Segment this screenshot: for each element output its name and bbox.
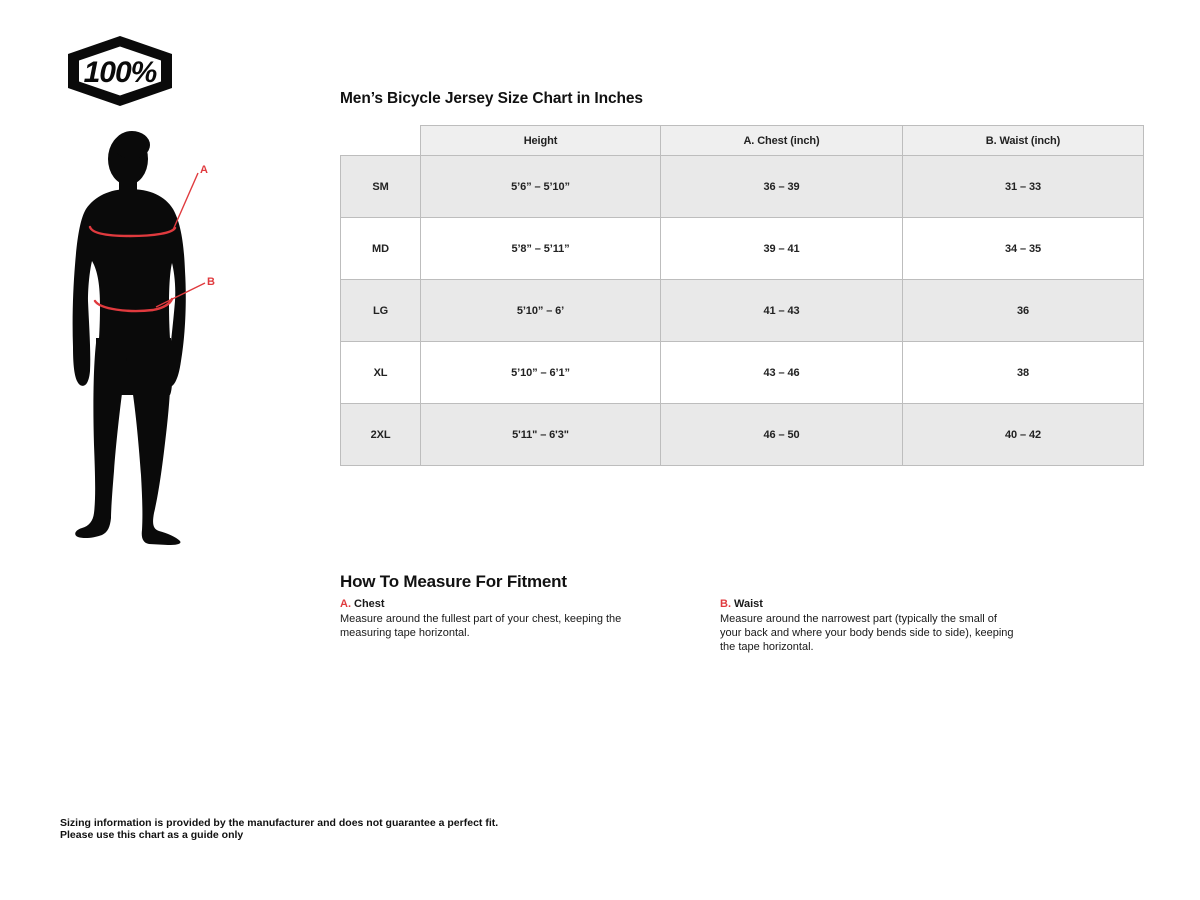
chest-cell: 46 – 50 (661, 404, 903, 466)
measure-item-waist (720, 598, 1020, 654)
corner-cell (341, 126, 421, 156)
table-row-sm (341, 156, 1144, 218)
size-cell: MD (341, 218, 421, 280)
measure-name-chest: Chest (354, 598, 385, 610)
measure-text-chest: Measure around the fullest part of your chest, keeping the measuring tape horizontal. (340, 613, 622, 639)
table-row-lg (341, 280, 1144, 342)
disclaimer-line-1: Sizing information is provided by the manufacturer and does not guarantee a perfect fit. (60, 817, 499, 829)
chest-label-a: A (200, 164, 208, 176)
measure-label-chest (340, 598, 640, 610)
measure-name-waist: Waist (734, 598, 763, 610)
measurement-figure (60, 103, 220, 547)
waist-cell: 34 – 35 (903, 218, 1144, 280)
table-row-xl (341, 342, 1144, 404)
table-row-md (341, 218, 1144, 280)
page-title: Men’s Bicycle Jersey Size Chart in Inches (340, 90, 643, 107)
measure-letter-b: B. (720, 598, 731, 610)
table-row-2xl (341, 404, 1144, 466)
column-header-waist: B. Waist (inch) (903, 126, 1144, 156)
chest-leader-line (173, 173, 198, 230)
how-to-measure-title: How To Measure For Fitment (340, 572, 567, 591)
size-cell: 2XL (341, 404, 421, 466)
chest-cell: 41 – 43 (661, 280, 903, 342)
size-cell: LG (341, 280, 421, 342)
male-silhouette (73, 131, 186, 545)
sizing-disclaimer (60, 817, 498, 841)
waist-label-b: B (207, 276, 215, 288)
measure-letter-a: A. (340, 598, 351, 610)
chest-cell: 43 – 46 (661, 342, 903, 404)
height-cell: 5’10” – 6’ (421, 280, 661, 342)
height-cell: 5'11" – 6'3" (421, 404, 661, 466)
waist-cell: 40 – 42 (903, 404, 1144, 466)
logo-text: 100% (83, 56, 157, 89)
column-header-height: Height (421, 126, 661, 156)
size-cell: SM (341, 156, 421, 218)
table-header-row (341, 126, 1144, 156)
measure-label-waist (720, 598, 1020, 610)
disclaimer-line-2: Please use this chart as a guide only (60, 829, 244, 841)
column-header-chest: A. Chest (inch) (661, 126, 903, 156)
waist-cell: 31 – 33 (903, 156, 1144, 218)
size-cell: XL (341, 342, 421, 404)
height-cell: 5’6” – 5’10” (421, 156, 661, 218)
waist-cell: 36 (903, 280, 1144, 342)
measure-item-chest (340, 598, 640, 654)
measure-text-waist: Measure around the narrowest part (typically the small of your back and where your body bends side to side), keeping the tape horizontal. (720, 613, 1014, 653)
height-cell: 5’10” – 6’1” (421, 342, 661, 404)
brand-logo (60, 33, 180, 109)
measure-instructions (340, 598, 1020, 654)
height-cell: 5’8” – 5’11” (421, 218, 661, 280)
chest-cell: 39 – 41 (661, 218, 903, 280)
chest-cell: 36 – 39 (661, 156, 903, 218)
size-table (340, 125, 1144, 466)
waist-cell: 38 (903, 342, 1144, 404)
